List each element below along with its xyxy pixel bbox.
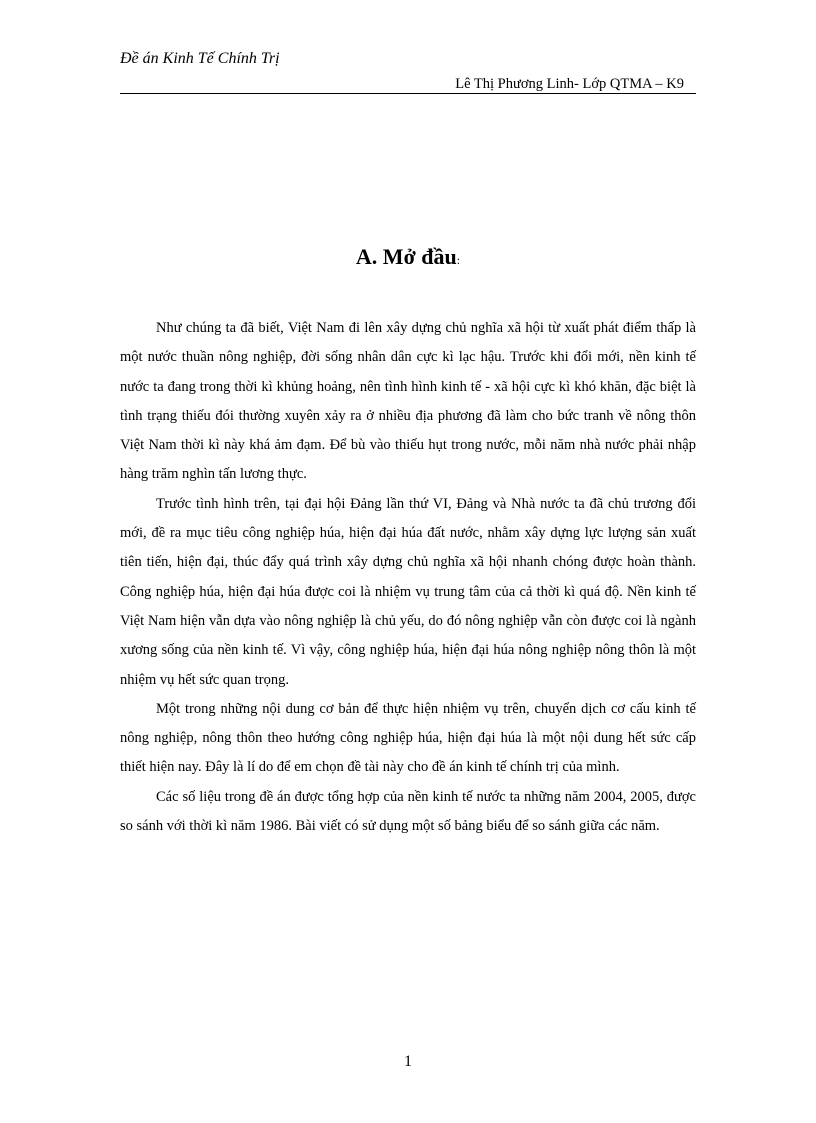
document-body	[120, 314, 696, 841]
section-heading	[0, 244, 816, 270]
header-divider	[120, 93, 696, 94]
paragraph-4: Các số liệu trong đề án được tổng hợp của nền kinh tế nước ta những năm 2004, 2005, được so sánh với thời kì năm 1986. Bài viết có sử dụng một số bảng biểu để so sánh giữa các năm.	[120, 788, 696, 835]
page-number: 1	[404, 1053, 412, 1070]
header-author: Lê Thị Phương Linh- Lớp QTMA – K9	[455, 76, 684, 92]
section-heading-text: A. Mở đầu	[355, 244, 457, 269]
paragraph-1: Như chúng ta đã biết, Việt Nam đi lên xây dựng chủ nghĩa xã hội từ xuất phát điểm thấp là một nước thuần nông nghiệp, đời sống nhân dân cực kì lạc hậu. Trước khi đổi mới, nền kinh tế nước ta đang trong thời kì khủng hoảng, nên tình hình kinh tế - xã hội cực kì khó khăn, đặc biệt là tình trạng thiếu đói thường xuyên xảy ra ở nhiều địa phương đã làm cho bức tranh về nông thôn Việt Nam thời kì này khá ảm đạm. Để bù vào thiếu hụt trong nước, mỗi năm nhà nước phải nhập hàng trăm nghìn tấn lương thực.	[120, 320, 696, 483]
paragraph-3: Một trong những nội dung cơ bản để thực hiện nhiệm vụ trên, chuyển dịch cơ cấu kinh tế nông nghiệp, nông thôn theo hướng công nghiệp húa, hiện đại húa là một nội dung hết sức cấp thiết hiện nay. Đây là lí do để em chọn đề tài này cho đề án kinh tế chính trị của mình.	[120, 700, 696, 776]
paragraph-2: Trước tình hình trên, tại đại hội Đảng lần thứ VI, Đảng và Nhà nước ta đã chủ trương đổi mới, đề ra mục tiêu công nghiệp húa, hiện đại húa đất nước, nhằm xây dựng lực lượng sản xuất tiên tiến, hiện đại, thúc đẩy quá trình xây dựng chủ nghĩa xã hội nhanh chóng được hoàn thành. Công nghiệp húa, hiện đại húa được coi là nhiệm vụ trung tâm của cả thời kì quá độ. Nền kinh tế Việt Nam hiện vẫn dựa vào nông nghiệp là chủ yếu, do đó nông nghiệp vẫn còn được coi là ngành xương sống của nền kinh tế. Vì vậy, công nghiệp húa, hiện đại húa nông nghiệp nông thôn là một nhiệm vụ hết sức quan trọng.	[120, 495, 696, 688]
header-document-title: Đề án Kinh Tế Chính Trị	[120, 50, 280, 67]
section-heading-suffix: :	[456, 253, 461, 267]
